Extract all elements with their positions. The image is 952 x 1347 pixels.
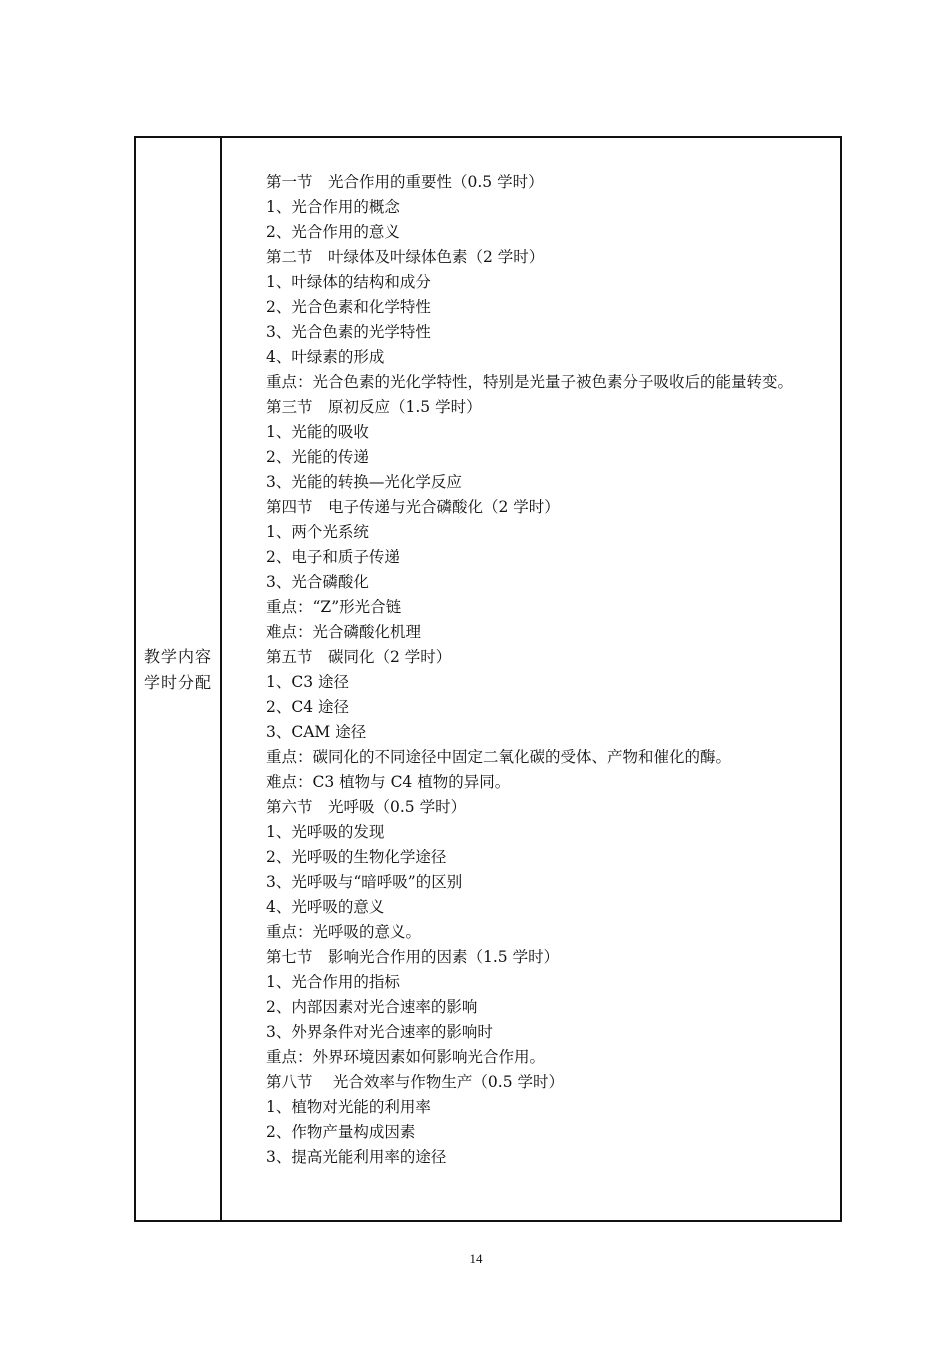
content-line: 第三节 原初反应（1.5 学时） bbox=[266, 398, 482, 416]
content-line: 第六节 光呼吸（0.5 学时） bbox=[266, 798, 467, 816]
row-label-cell bbox=[136, 138, 222, 1220]
content-line: 1、两个光系统 bbox=[266, 523, 369, 541]
content-line: 4、叶绿素的形成 bbox=[266, 348, 385, 366]
content-line: 重点：碳同化的不同途径中固定二氧化碳的受体、产物和催化的酶。 bbox=[266, 748, 732, 766]
page-number: 14 bbox=[469, 1251, 483, 1266]
content-line: 3、外界条件对光合速率的影响时 bbox=[266, 1023, 493, 1041]
content-line: 重点：光呼吸的意义。 bbox=[266, 923, 422, 941]
content-line: 1、C3 途径 bbox=[266, 673, 350, 691]
content-line: 1、叶绿体的结构和成分 bbox=[266, 273, 431, 291]
content-line: 第二节 叶绿体及叶绿体色素（2 学时） bbox=[266, 248, 545, 266]
content-line: 重点：外界环境因素如何影响光合作用。 bbox=[266, 1048, 546, 1066]
content-line: 3、光呼吸与“暗呼吸”的区别 bbox=[266, 873, 463, 891]
content-line: 1、光能的吸收 bbox=[266, 423, 369, 441]
content-line: 难点：C3 植物与 C4 植物的异同。 bbox=[266, 773, 511, 791]
content-line: 3、光合磷酸化 bbox=[266, 573, 369, 591]
row-label bbox=[136, 644, 220, 696]
content-line: 2、光能的传递 bbox=[266, 448, 369, 466]
content-line: 1、光合作用的概念 bbox=[266, 198, 400, 216]
content-line: 1、光呼吸的发现 bbox=[266, 823, 385, 841]
row-label-line: 教学内容 bbox=[143, 647, 212, 666]
content-line: 2、电子和质子传递 bbox=[266, 548, 400, 566]
content-line: 1、光合作用的指标 bbox=[266, 973, 400, 991]
content-line: 2、光合作用的意义 bbox=[266, 223, 400, 241]
content-line: 第七节 影响光合作用的因素（1.5 学时） bbox=[266, 948, 560, 966]
content-line: 第一节 光合作用的重要性（0.5 学时） bbox=[266, 173, 544, 191]
content-line: 1、植物对光能的利用率 bbox=[266, 1098, 431, 1116]
content-line: 2、光合色素和化学特性 bbox=[266, 298, 431, 316]
content-line: 2、光呼吸的生物化学途径 bbox=[266, 848, 447, 866]
content-line: 3、CAM 途径 bbox=[266, 723, 367, 741]
content-line: 2、作物产量构成因素 bbox=[266, 1123, 416, 1141]
row-label-line: 学时分配 bbox=[143, 673, 212, 692]
content-line: 重点：光合色素的光化学特性，特别是光量子被色素分子吸收后的能量转变。 bbox=[266, 373, 794, 391]
content-line: 2、C4 途径 bbox=[266, 698, 350, 716]
content-line: 2、内部因素对光合速率的影响 bbox=[266, 998, 478, 1016]
content-line: 第八节 光合效率与作物生产（0.5 学时） bbox=[266, 1073, 565, 1091]
content-line: 第四节 电子传递与光合磷酸化（2 学时） bbox=[266, 498, 560, 516]
content-line: 3、提高光能利用率的途径 bbox=[266, 1148, 447, 1166]
syllabus-table bbox=[134, 136, 842, 1222]
content-line: 4、光呼吸的意义 bbox=[266, 898, 385, 916]
content-line: 难点：光合磷酸化机理 bbox=[266, 623, 422, 641]
content-line: 3、光能的转换—光化学反应 bbox=[266, 473, 462, 491]
content-line: 3、光合色素的光学特性 bbox=[266, 323, 431, 341]
content-line: 重点：“Z”形光合链 bbox=[266, 598, 402, 616]
content-cell bbox=[266, 170, 834, 1170]
content-line: 第五节 碳同化（2 学时） bbox=[266, 648, 452, 666]
